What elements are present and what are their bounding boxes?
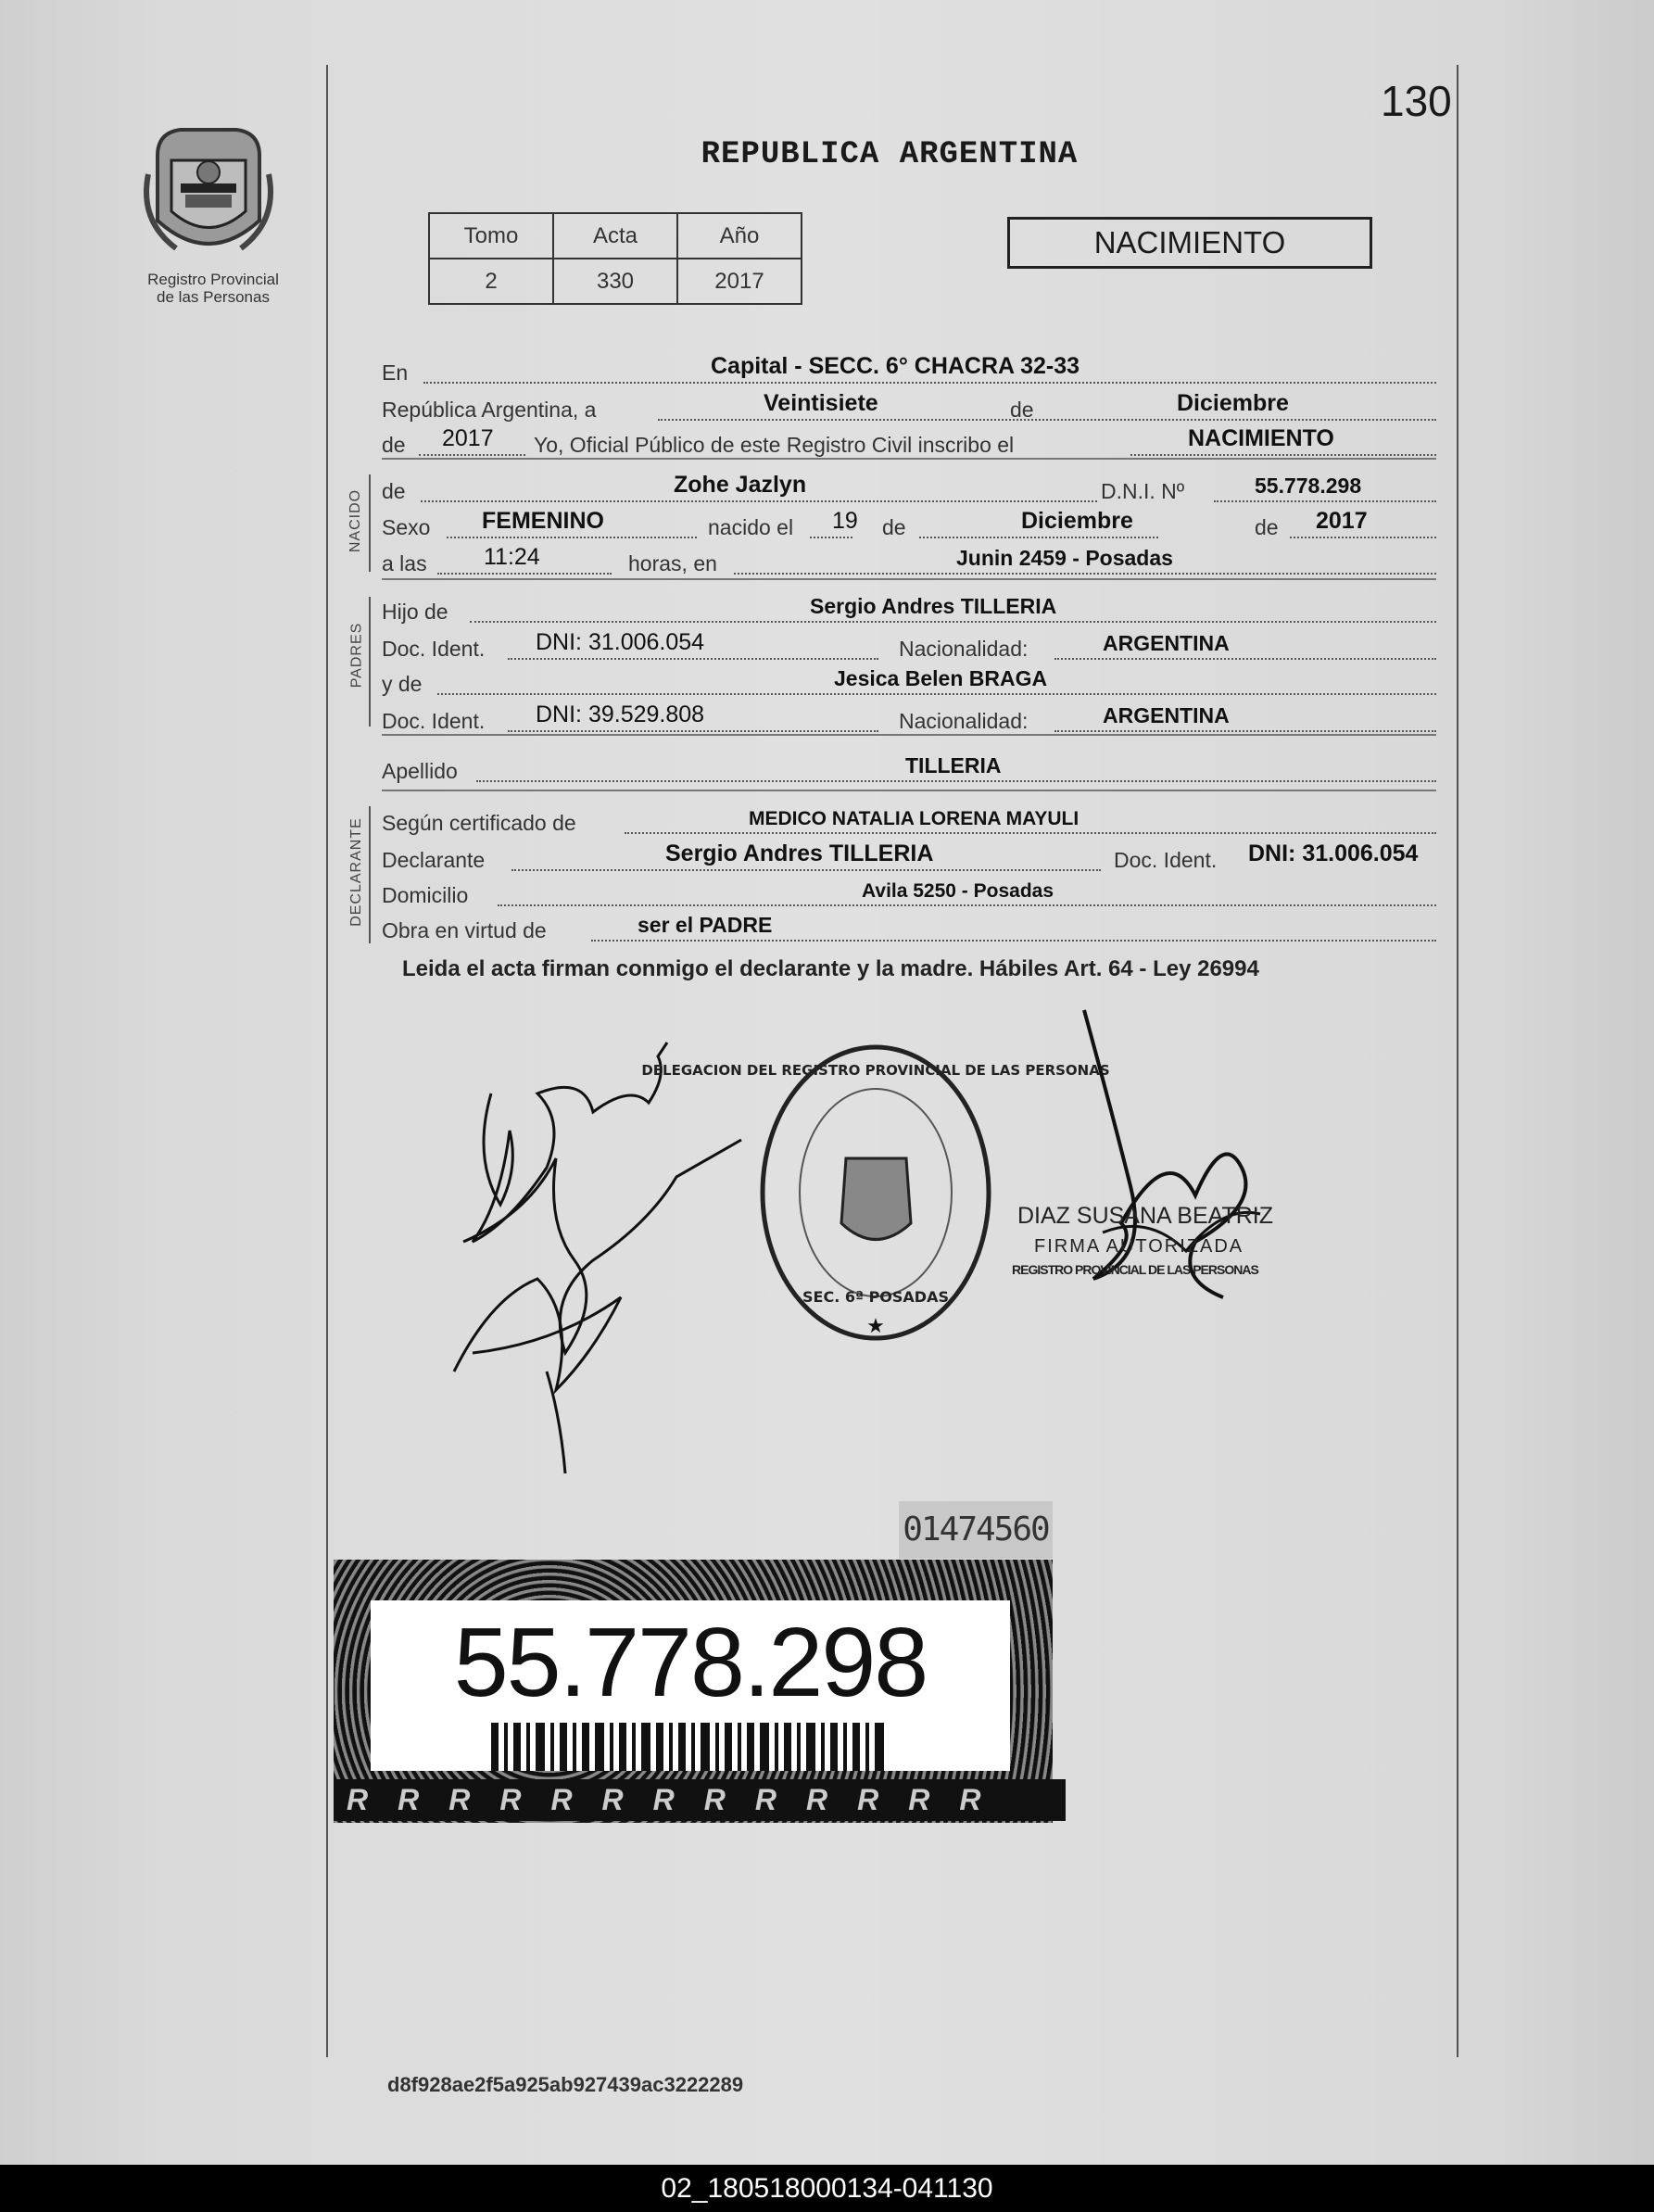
label-a-las: a las (382, 551, 427, 575)
value-nac-mes: Diciembre (1021, 508, 1133, 534)
row-declarante (382, 838, 1436, 875)
label-oficial: Yo, Oficial Público de este Registro Civil inscribo el (534, 433, 1015, 457)
signatory-name: DIAZ SUSANA BEATRIZ (1017, 1203, 1273, 1229)
row-oficial (382, 423, 1436, 460)
row-madre-doc (382, 699, 1436, 736)
acta-table (428, 212, 802, 305)
row-obra (382, 908, 1436, 945)
label-de-nombre: de (382, 479, 406, 503)
section-declarante-label: DECLARANTE (347, 817, 364, 927)
acta-value-ano: 2017 (677, 259, 802, 304)
signatory-org: REGISTRO PROVINCIAL DE LAS PERSONAS (1012, 1262, 1258, 1277)
label-doc-ident-2: Doc. Ident. (382, 709, 486, 733)
label-segun-certificado: Según certificado de (382, 811, 576, 835)
misiones-coat-of-arms-icon (139, 119, 278, 267)
acta-table-value-row (429, 259, 802, 304)
sticker-number: 55.778.298 (453, 1608, 928, 1717)
logo-caption-line1: Registro Provincial (147, 271, 279, 288)
declarant-signature-icon (436, 1019, 751, 1483)
value-padre-nacionalidad: ARGENTINA (1103, 631, 1230, 655)
acta-header-acta: Acta (553, 213, 677, 259)
label-doc-ident-1: Doc. Ident. (382, 637, 486, 661)
value-dia: Veintisiete (764, 390, 878, 416)
row-madre (382, 662, 1436, 699)
acta-header-ano: Año (677, 213, 802, 259)
value-padre-doc: DNI: 31.006.054 (536, 629, 705, 655)
label-en: En (382, 360, 409, 385)
label-de-4: de (1255, 515, 1279, 539)
row-sexo (382, 505, 1436, 542)
dni-sticker-label (371, 1600, 1010, 1771)
row-domicilio (382, 873, 1436, 910)
section-padres-label: PADRES (348, 622, 365, 689)
svg-text:★: ★ (866, 1314, 885, 1337)
value-sexo: FEMENINO (482, 508, 604, 534)
acta-value-acta: 330 (553, 259, 677, 304)
value-madre: Jesica Belen BRAGA (834, 666, 1048, 690)
label-dni: D.N.I. Nº (1101, 479, 1185, 503)
page-number: 130 (1381, 77, 1452, 125)
label-apellido: Apellido (382, 759, 458, 783)
row-fecha (382, 387, 1436, 424)
value-ano: 2017 (442, 425, 494, 451)
label-obra: Obra en virtud de (382, 918, 547, 942)
label-y-de: y de (382, 672, 423, 696)
stamp-ring-text: DELEGACION DEL REGISTRO PROVINCIAL DE LAS PERSONAS (641, 1062, 1110, 1079)
value-declarante-doc: DNI: 31.006.054 (1248, 841, 1419, 866)
leida-statement: Leida el acta firman conmigo el declarante y la madre. Hábiles Art. 64 - Ley 26994 (402, 956, 1259, 981)
value-madre-nacionalidad: ARGENTINA (1103, 703, 1230, 727)
barcode-icon (491, 1723, 890, 1771)
value-dni: 55.778.298 (1255, 474, 1362, 498)
value-inscribo: NACIMIENTO (1188, 425, 1334, 451)
serial-number: 01474560 (899, 1501, 1053, 1559)
value-madre-doc: DNI: 39.529.808 (536, 702, 705, 727)
sticker-r-strip: RRRRRRRRRRRRR (334, 1779, 1066, 1821)
label-doc-ident-3: Doc. Ident. (1114, 848, 1218, 872)
label-domicilio: Domicilio (382, 883, 469, 907)
label-de-3: de (882, 515, 906, 539)
acta-header-tomo: Tomo (429, 213, 553, 259)
stamp-inner-text: SEC. 6ª POSADAS (802, 1288, 949, 1306)
value-padre: Sergio Andres TILLERIA (810, 594, 1057, 618)
value-mes: Diciembre (1177, 390, 1289, 416)
logo-caption-line2: de las Personas (157, 288, 270, 306)
acta-table-header-row (429, 213, 802, 259)
row-hora (382, 541, 1436, 578)
record-type-box: NACIMIENTO (1007, 217, 1372, 269)
value-obra: ser el PADRE (638, 913, 773, 937)
value-lugar-nacimiento: Junin 2459 - Posadas (956, 546, 1173, 570)
dni-sticker (334, 1560, 1053, 1823)
row-certificado (382, 801, 1436, 838)
row-padre-doc (382, 626, 1436, 664)
registry-stamp-icon (641, 1038, 1110, 1348)
value-domicilio: Avila 5250 - Posadas (862, 880, 1054, 902)
logo-caption (120, 271, 306, 306)
value-certificado: MEDICO NATALIA LORENA MAYULI (749, 808, 1080, 829)
left-margin-line (326, 65, 328, 2057)
document-hash: d8f928ae2f5a925ab927439ac3222289 (387, 2073, 744, 2096)
value-declarante: Sergio Andres TILLERIA (665, 841, 934, 866)
file-label-bar (0, 2165, 1654, 2212)
acta-value-tomo: 2 (429, 259, 553, 304)
label-hijo-de: Hijo de (382, 600, 448, 624)
label-nacionalidad-1: Nacionalidad: (899, 637, 1029, 661)
section-nacido-label: NACIDO (347, 488, 364, 553)
right-margin-line (1457, 65, 1458, 2057)
label-nacionalidad-2: Nacionalidad: (899, 709, 1029, 733)
value-hora: 11:24 (484, 544, 540, 570)
label-de-2: de (382, 433, 406, 457)
row-apellido (382, 749, 1436, 786)
row-nombre (382, 469, 1436, 506)
row-padre (382, 589, 1436, 626)
value-nac-ano: 2017 (1316, 508, 1368, 534)
label-nacido-el: nacido el (708, 515, 794, 539)
file-label: 02_180518000134-041130 (661, 2173, 993, 2204)
value-lugar-registro: Capital - SECC. 6° CHACRA 32-33 (711, 353, 1080, 379)
document-title: REPUBLICA ARGENTINA (701, 137, 1079, 172)
label-de-1: de (1010, 398, 1034, 422)
value-nombre: Zohe Jazlyn (674, 472, 807, 498)
signatory-role: FIRMA AUTORIZADA (1034, 1236, 1244, 1257)
label-sexo: Sexo (382, 515, 431, 539)
row-en (382, 350, 1436, 387)
value-nac-dia: 19 (832, 508, 858, 534)
label-declarante: Declarante (382, 848, 486, 872)
label-horas-en: horas, en (628, 551, 717, 575)
value-apellido: TILLERIA (905, 753, 1002, 777)
label-republica: República Argentina, a (382, 398, 597, 422)
